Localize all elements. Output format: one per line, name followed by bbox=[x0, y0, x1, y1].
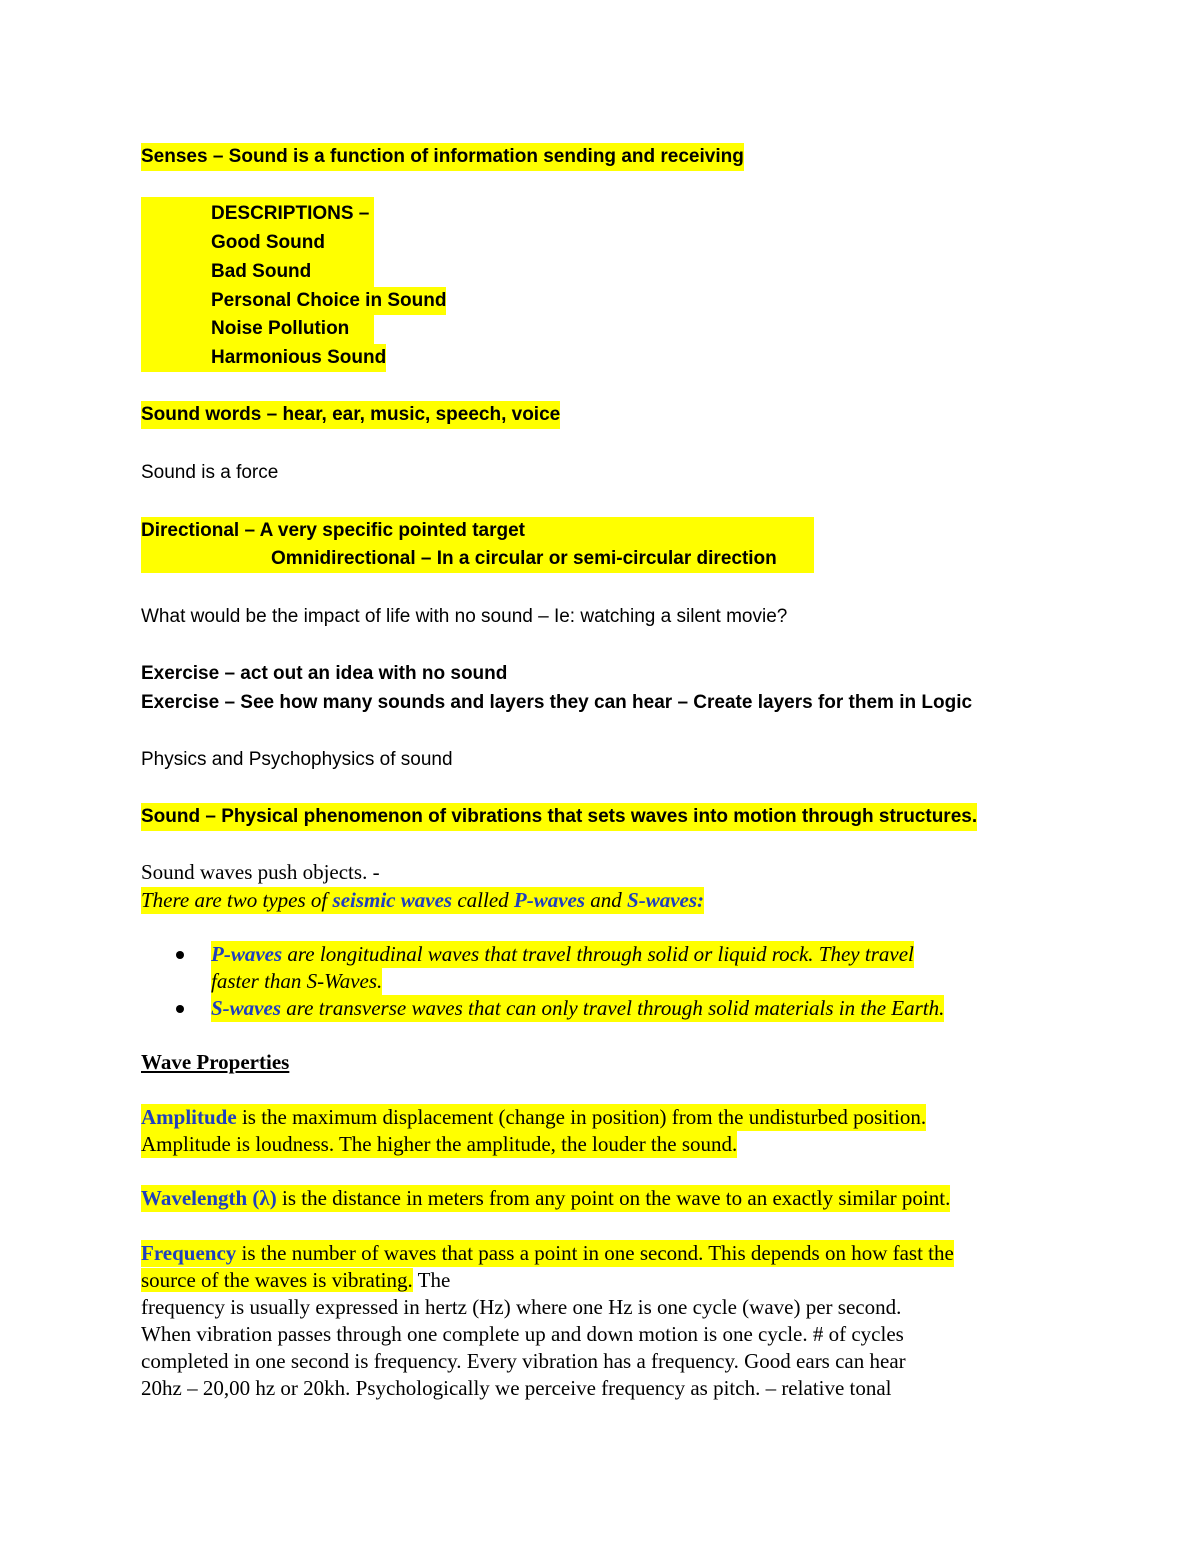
frequency-line: When vibration passes through one complete up and down motion is one cycle. # of cycles bbox=[141, 1322, 904, 1346]
directional-line: Directional – A very specific pointed target bbox=[141, 520, 525, 541]
descriptions-header: DESCRIPTIONS – bbox=[211, 200, 369, 228]
description-item: Personal Choice in Sound bbox=[211, 287, 446, 315]
bullet-icon bbox=[176, 1005, 184, 1013]
amplitude-term: Amplitude bbox=[141, 1105, 237, 1129]
frequency-line: 20hz – 20,00 hz or 20kh. Psychologically we perceive frequency as pitch. – relative tonal bbox=[141, 1376, 892, 1400]
frequency-text: is the number of waves that pass a point in one second. This depends on how fast the bbox=[236, 1241, 954, 1265]
description-item: Harmonious Sound bbox=[211, 344, 386, 372]
exercise-line: Exercise – act out an idea with no sound bbox=[141, 663, 508, 684]
description-item: Noise Pollution bbox=[211, 315, 349, 343]
description-item: Bad Sound bbox=[211, 258, 311, 286]
waves-push-line: Sound waves push objects. - bbox=[141, 860, 380, 884]
senses-line: Senses – Sound is a function of information sending and receiving bbox=[141, 143, 744, 171]
p-waves-bullet-term: P-waves bbox=[211, 942, 283, 966]
s-waves-bullet-text: are transverse waves that can only travel through solid materials in the Earth. bbox=[281, 996, 945, 1020]
seismic-waves-term: seismic waves bbox=[332, 888, 453, 912]
seismic-text: called bbox=[452, 888, 514, 912]
description-item: Good Sound bbox=[211, 229, 325, 257]
s-waves-term: S-waves: bbox=[627, 888, 705, 912]
sound-force-line: Sound is a force bbox=[141, 462, 279, 483]
p-waves-term: P-waves bbox=[513, 888, 586, 912]
frequency-term: Frequency bbox=[141, 1241, 237, 1265]
wavelength-text: is the distance in meters from any point on the wave to an exactly similar point. bbox=[276, 1186, 951, 1210]
seismic-text: and bbox=[585, 888, 628, 912]
wave-properties-heading: Wave Properties bbox=[141, 1050, 290, 1074]
seismic-text: There are two types of bbox=[141, 888, 333, 912]
p-waves-bullet-text: are longitudinal waves that travel through solid or liquid rock. They travel bbox=[282, 942, 914, 966]
impact-question: What would be the impact of life with no sound – Ie: watching a silent movie? bbox=[141, 606, 788, 627]
seismic-line bbox=[141, 887, 704, 914]
wavelength-line bbox=[141, 1185, 950, 1212]
exercise-line: Exercise – See how many sounds and layers they can hear – Create layers for them in Logic bbox=[141, 692, 973, 713]
frequency-line1 bbox=[141, 1240, 954, 1267]
sound-definition: Sound – Physical phenomenon of vibrations that sets waves into motion through structures. bbox=[141, 803, 977, 831]
amplitude-line1 bbox=[141, 1104, 926, 1131]
p-waves-bullet-line1 bbox=[211, 941, 914, 968]
bullet-icon bbox=[176, 951, 184, 959]
amplitude-text: is the maximum displacement (change in position) from the undisturbed position. bbox=[236, 1105, 927, 1129]
frequency-text: The bbox=[412, 1268, 451, 1292]
frequency-text-highlighted: source of the waves is vibrating. bbox=[141, 1268, 413, 1292]
s-waves-bullet-term: S-waves bbox=[211, 996, 281, 1020]
sound-words-line: Sound words – hear, ear, music, speech, voice bbox=[141, 401, 560, 429]
frequency-line2 bbox=[141, 1267, 450, 1294]
physics-heading: Physics and Psychophysics of sound bbox=[141, 749, 453, 770]
frequency-line: completed in one second is frequency. Every vibration has a frequency. Good ears can hear bbox=[141, 1349, 906, 1373]
p-waves-bullet-line2: faster than S-Waves. bbox=[211, 969, 383, 993]
amplitude-line2: Amplitude is loudness. The higher the amplitude, the louder the sound. bbox=[141, 1132, 738, 1156]
s-waves-bullet-line bbox=[211, 995, 944, 1022]
frequency-line: frequency is usually expressed in hertz (Hz) where one Hz is one cycle (wave) per second. bbox=[141, 1295, 902, 1319]
omnidirectional-line: Omnidirectional – In a circular or semi-circular direction bbox=[271, 548, 777, 569]
wavelength-term: Wavelength (λ) bbox=[141, 1186, 277, 1210]
